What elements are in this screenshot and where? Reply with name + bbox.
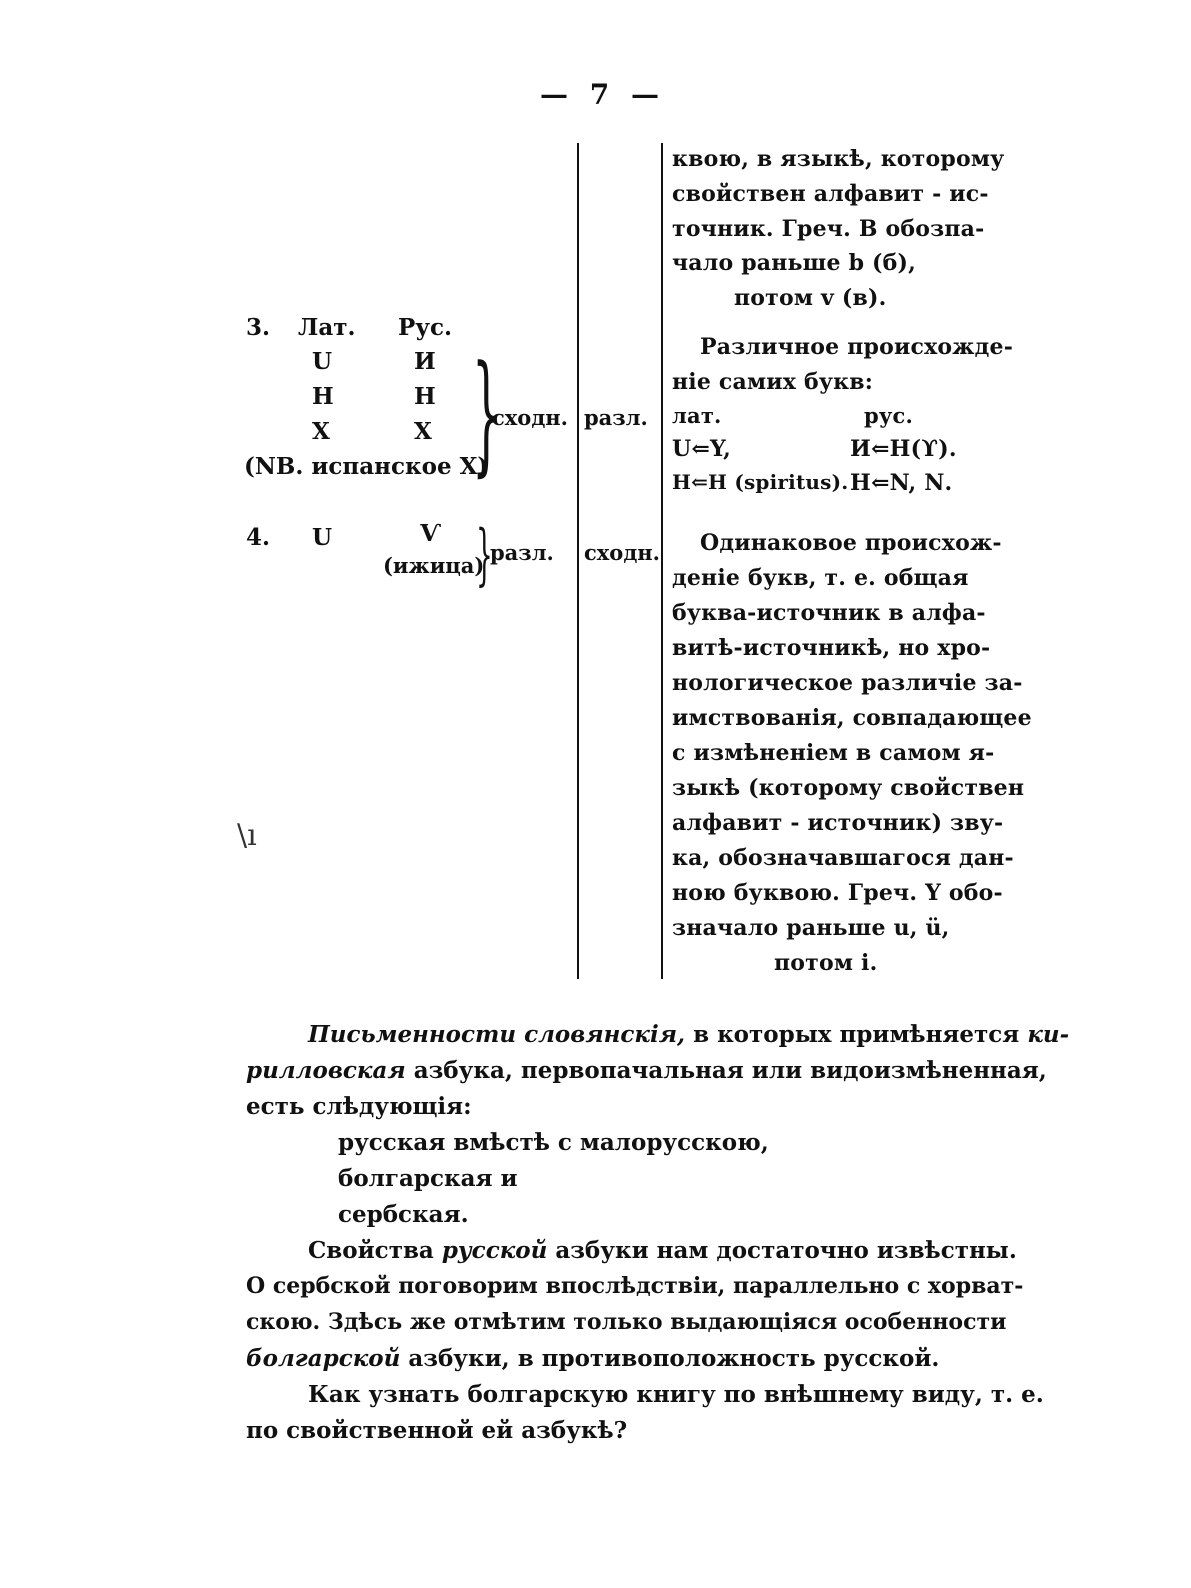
entry-4-shape-label: разл. [490,540,554,565]
paragraph-1-line-3: есть слѣдующія: [246,1093,472,1120]
right-text-line: чало раньше b (б), [672,250,916,276]
right-text-line: потом i. [774,950,878,976]
paragraph-3-line-1: Как узнать болгарскую книгу по внѣшнему виду, т. е. [308,1381,1044,1408]
right-text-line: квою, в языкѣ, которому [672,146,1005,172]
text-run: в которых примѣняется [693,1021,1020,1048]
column-rule-left [577,143,579,979]
right-text-line: деніе букв, т. е. общая [672,565,969,591]
entry-3-number: 3. [246,314,271,341]
derivation-lat-header: лат. [672,403,722,428]
page-number: — 7 — [540,78,665,111]
entry-3-lat-letter: H [312,383,334,410]
right-text-line: Различное происхожде- [700,334,1014,360]
right-text-line: буква-источник в алфа- [672,600,986,626]
list-item: болгарская и [338,1165,518,1192]
derivation-row-left: H⇐H (spiritus). [672,470,849,494]
entry-3-rus-header: Рус. [398,314,453,341]
paragraph-3-line-2: по свойственной ей азбукѣ? [246,1417,628,1444]
right-text-line: витѣ-источникѣ, но хро- [672,635,991,661]
derivation-row-left: U⇐Y, [672,436,731,462]
right-text-line: с измѣненіем в самом я- [672,740,995,766]
margin-mark: \ı [237,818,257,853]
entry-3-sound-label: разл. [584,405,648,430]
paragraph-2-line-2: О сербской поговорим впослѣдствіи, параллельно с хорват- [246,1273,1024,1299]
right-text-line: Одинаковое происхож- [700,530,1002,556]
text-run: Свойства [308,1237,434,1264]
entry-4-rus-letter: Ѵ [420,520,442,547]
entry-3-shape-label: сходн. [492,405,568,430]
entry-3-note: (NB. испанское X) [244,453,489,480]
italic-term: болгарской [246,1345,401,1372]
list-item: русская вмѣстѣ с малорусскою, [338,1129,769,1156]
entry-3-lat-letter: U [312,348,333,375]
right-text-line: свойствен алфавит - ис- [672,181,989,207]
entry-4-brace: } [476,516,493,593]
right-text-line: ка, обозначавшагося дан- [672,845,1014,871]
derivation-row-right: H⇐N, Ν. [850,470,953,496]
text-run: азбука, первопачальная или видоизмѣненная, [413,1057,1047,1084]
entry-4-rus-note: (ижица) [383,553,485,578]
derivation-row-right: И⇐H(ϒ). [850,436,957,462]
entry-3-lat-letter: X [312,418,330,445]
right-text-line: зыкѣ (которому свойствен [672,775,1025,801]
entry-4-number: 4. [246,524,271,551]
right-text-line: имствованія, совпадающее [672,705,1032,731]
right-text-line: алфавит - источник) зву- [672,810,1004,836]
right-text-line: ніе самих букв: [672,369,874,395]
right-text-line: ною буквою. Греч. Υ обо- [672,880,1003,906]
italic-term: ки- [1027,1021,1070,1048]
right-text-line: нологическое различіе за- [672,670,1023,696]
right-text-line: потом v (в). [734,285,887,311]
italic-term: рилловская [246,1057,406,1084]
column-rule-right [661,143,663,979]
italic-term: Письменности словянскія, [308,1021,686,1048]
text-run: азбуки, в противоположность русской. [408,1345,940,1372]
entry-3-brace: } [472,337,501,489]
derivation-rus-header: рус. [864,403,914,428]
list-item: сербская. [338,1201,469,1228]
italic-term: русской [441,1237,548,1264]
entry-3-rus-letter: Х [414,418,432,445]
entry-4-lat-letter: U [312,524,333,551]
entry-4-sound-label: сходн. [584,540,660,565]
entry-3-rus-letter: И [414,348,436,375]
right-text-line: значало раньше u, ü, [672,915,950,941]
paragraph-2-line-3: скою. Здѣсь же отмѣтим только выдающіяся особенности [246,1309,1007,1335]
paragraph-2-line-1 [308,1237,1017,1264]
entry-3-lat-header: Лат. [298,314,356,341]
right-text-line: точник. Греч. В обозпа- [672,216,985,242]
paragraph-1-line-2 [246,1057,1047,1084]
paragraph-2-line-4 [246,1345,939,1372]
paragraph-1-line-1 [308,1021,1069,1048]
entry-3-rus-letter: Н [414,383,436,410]
text-run: азбуки нам достаточно извѣстны. [555,1237,1017,1264]
